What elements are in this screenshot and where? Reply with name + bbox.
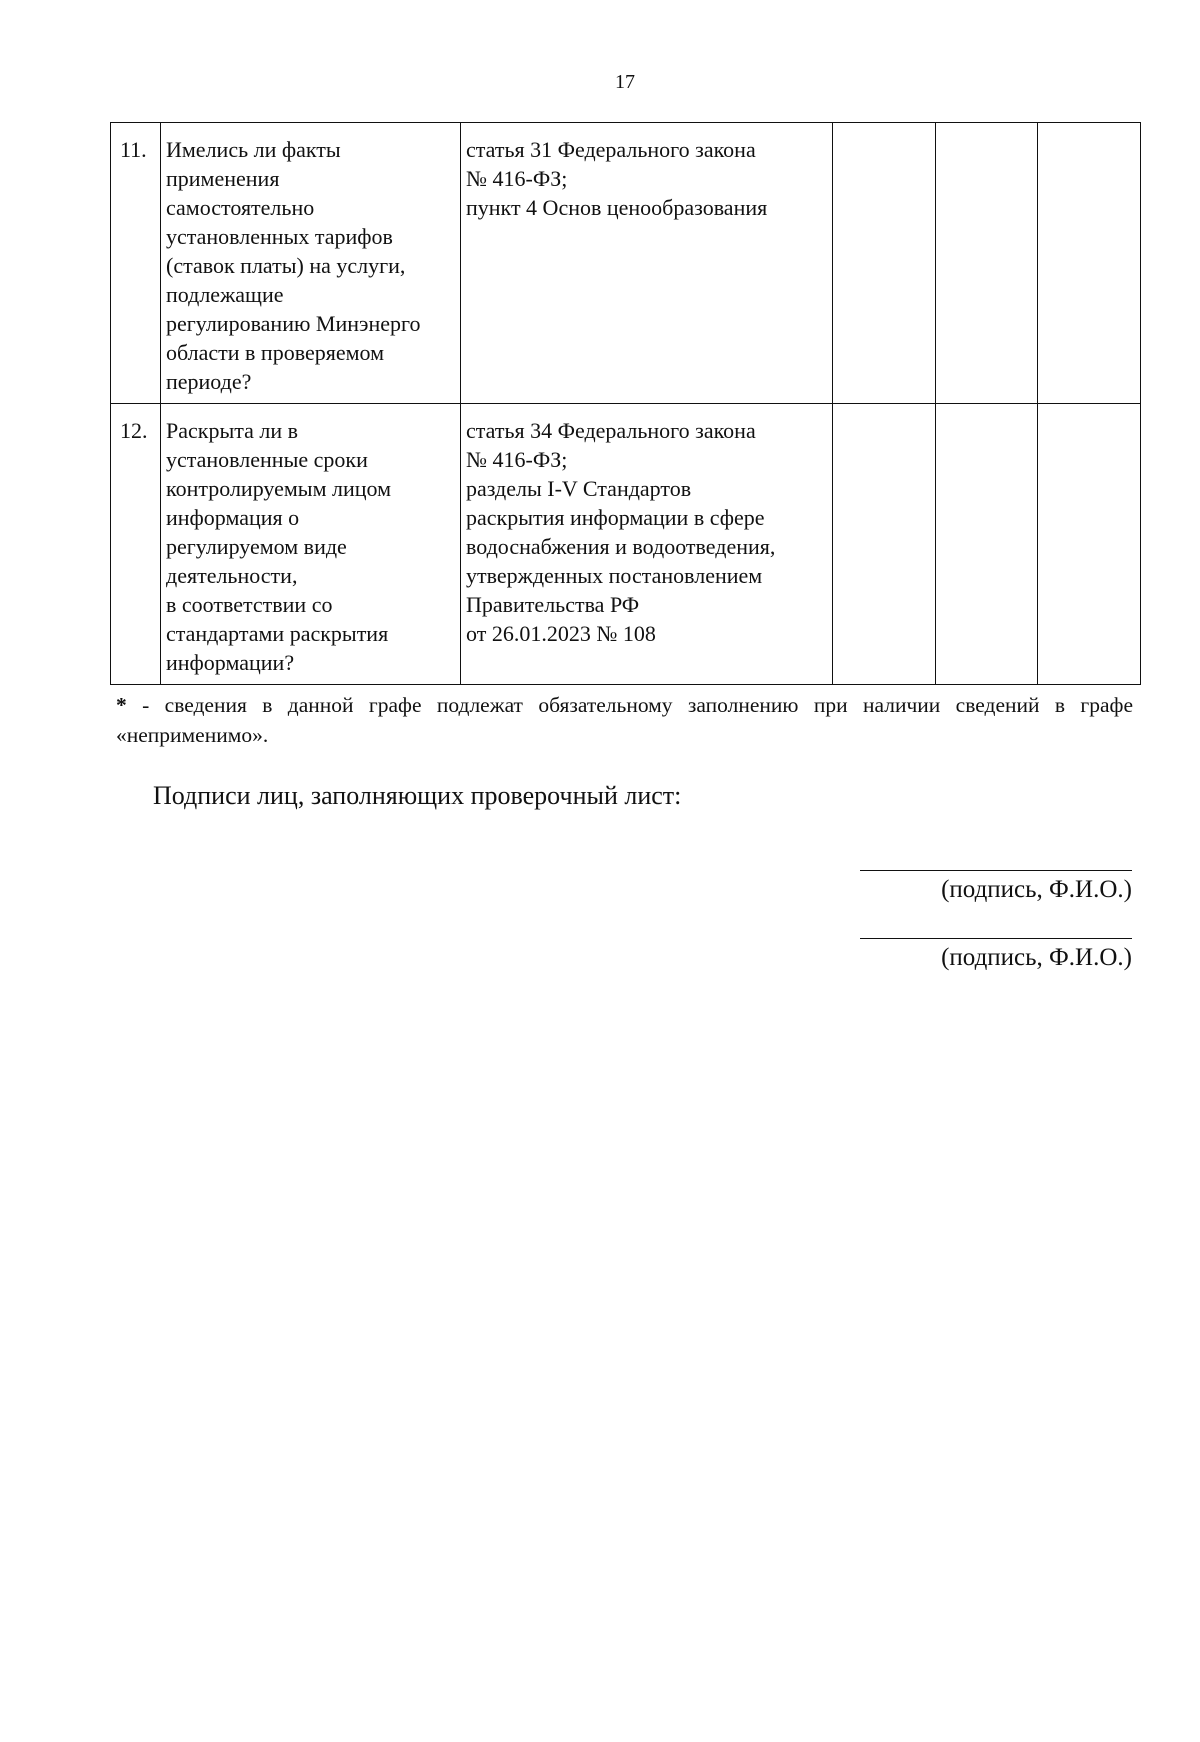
signature-line — [860, 870, 1132, 871]
table-row — [111, 404, 1141, 685]
legal-basis-text: статья 31 Федерального закона № 416-ФЗ; пункт 4 Основ ценообразования — [466, 137, 768, 220]
signature-caption: (подпись, Ф.И.О.) — [941, 944, 1132, 971]
answer-yes-cell — [833, 404, 936, 685]
question-cell — [161, 123, 461, 404]
signature-caption: (подпись, Ф.И.О.) — [941, 876, 1132, 903]
row-number: 12. — [120, 418, 148, 443]
answer-no-cell — [936, 404, 1038, 685]
legal-basis-cell — [461, 404, 833, 685]
table-row — [111, 123, 1141, 404]
question-cell — [161, 404, 461, 685]
row-number: 11. — [120, 137, 147, 162]
row-number-cell — [111, 404, 161, 685]
answer-na-cell — [1038, 123, 1141, 404]
checklist-table — [110, 122, 1141, 685]
legal-basis-cell — [461, 123, 833, 404]
answer-na-cell — [1038, 404, 1141, 685]
legal-basis-text: статья 34 Федерального закона № 416-ФЗ; разделы I-V Стандартов раскрытия информации в сфере водоснабжения и водоотведения, утвержденных постановлением Правительства РФ от 26.01.2023 № 108 — [466, 418, 776, 646]
footnote-star: * — [116, 693, 127, 717]
page-number: 17 — [615, 71, 635, 93]
answer-yes-cell — [833, 123, 936, 404]
signature-line — [860, 938, 1132, 939]
footnote — [116, 690, 1133, 750]
question-text: Имелись ли факты применения самостоятельно установленных тарифов (ставок платы) на услуги, подлежащие регулированию Минэнерго области в проверяемом периоде? — [166, 137, 421, 394]
row-number-cell — [111, 123, 161, 404]
signatures-heading: Подписи лиц, заполняющих проверочный лист: — [153, 781, 682, 810]
answer-no-cell — [936, 123, 1038, 404]
question-text: Раскрыта ли в установленные сроки контролируемым лицом информация о регулируемом виде деятельности, в соответствии со стандартами раскрытия информации? — [166, 418, 392, 675]
footnote-text: - сведения в данной графе подлежат обязательному заполнению при наличии сведений в графе «неприменимо». — [116, 693, 1133, 747]
